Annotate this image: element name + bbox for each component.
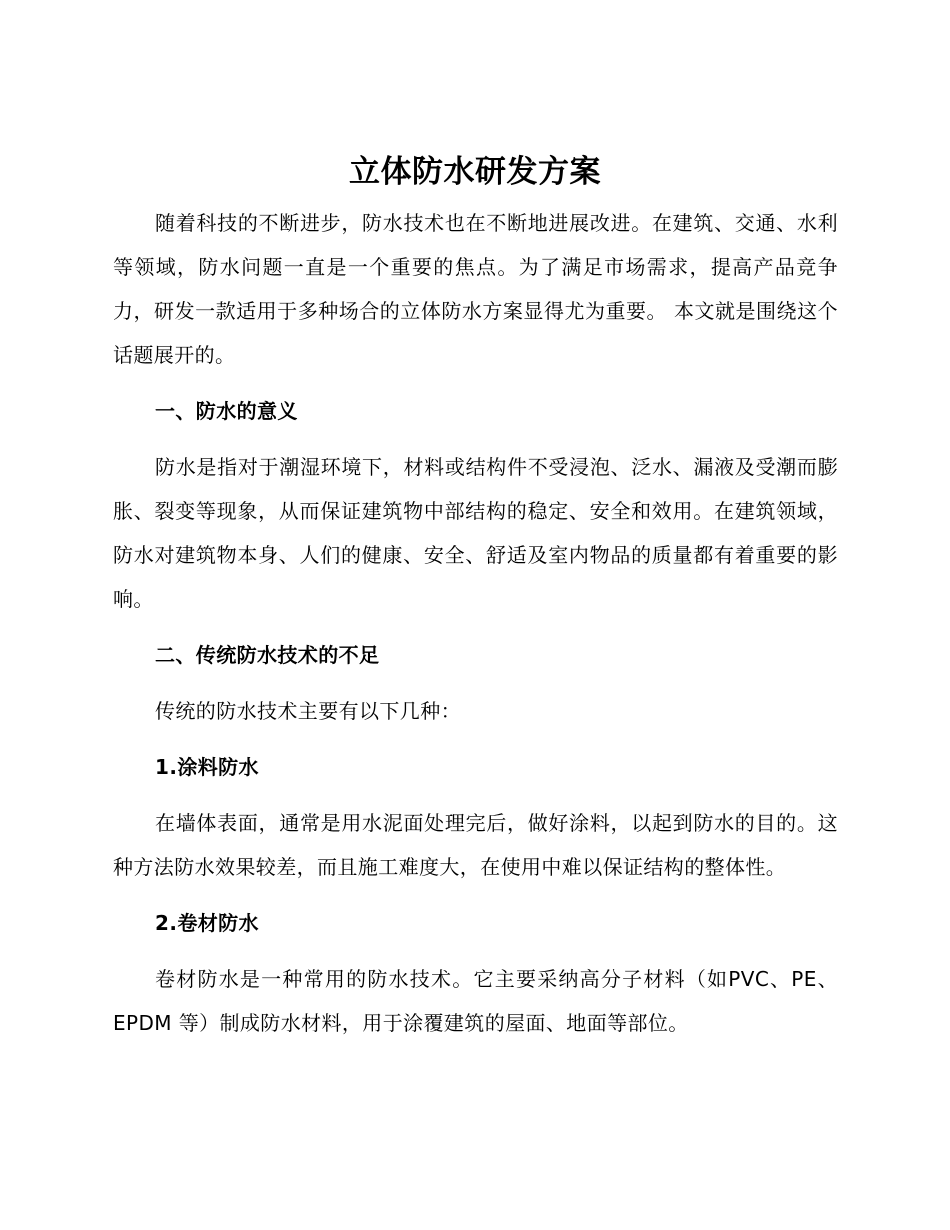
subsection-paragraph: 卷材防水是一种常用的防水技术。它主要采纳高分子材料（如PVC、PE、EPDM 等）制成防水材料，用于涂覆建筑的屋面、地面等部位。 [113, 967, 838, 1035]
section-paragraph: 防水是指对于潮湿环境下，材料或结构件不受浸泡、泛水、漏液及受潮而膨胀、裂变等现象，从而保证建筑物中部结构的稳定、安全和效用。在建筑领域，防水对建筑物本身、人们的健康、安全、舒适及室内物品的质量都有着重要的影响。 [113, 455, 838, 611]
section-paragraph: 传统的防水技术主要有以下几种： [155, 699, 461, 723]
intro-paragraph: 随着科技的不断进步，防水技术也在不断地进展改进。在建筑、交通、水利等领域，防水问题一直是一个重要的焦点。为了满足市场需求，提高产品竞争力，研发一款适用于多种场合的立体防水方案显得尤为重要。 本文就是围绕这个话题展开的。 [113, 211, 838, 367]
document-body [113, 201, 838, 1045]
document-title: 立体防水研发方案 [349, 154, 601, 190]
section-heading: 一、防水的意义 [155, 399, 298, 423]
section-heading: 二、传统防水技术的不足 [155, 643, 380, 667]
subsection-heading: 1.涂料防水 [155, 755, 259, 779]
subsection-paragraph: 在墙体表面，通常是用水泥面处理完后，做好涂料，以起到防水的目的。这种方法防水效果较差，而且施工难度大，在使用中难以保证结构的整体性。 [113, 811, 838, 879]
subsection-heading: 2.卷材防水 [155, 911, 259, 935]
